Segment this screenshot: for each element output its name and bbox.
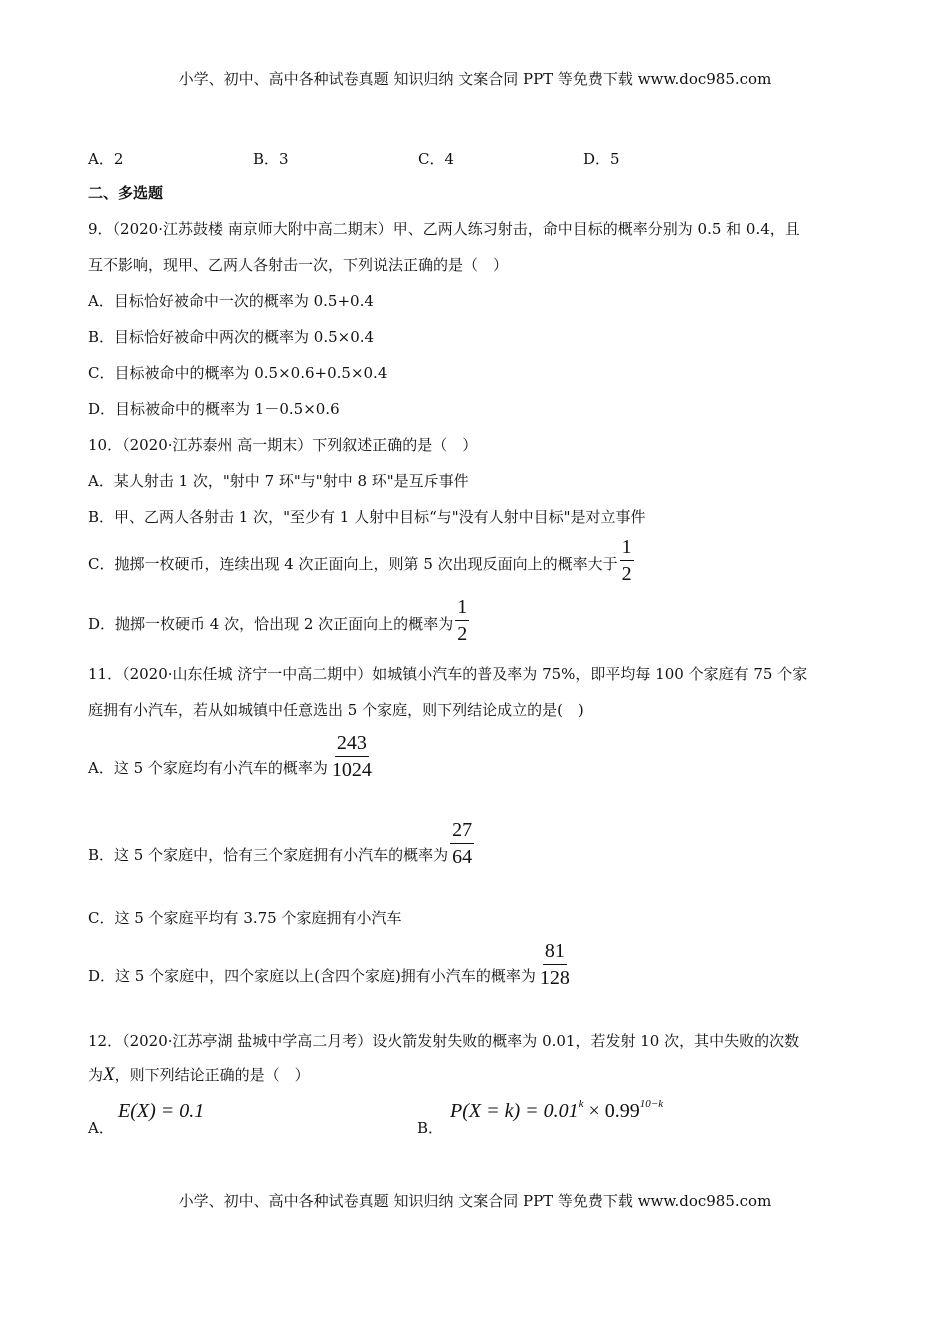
- fraction-numerator: 81: [543, 941, 567, 965]
- q10-option-d-text: D．抛掷一枚硬币 4 次，恰出现 2 次正面向上的概率为: [88, 615, 454, 633]
- q11-option-c: C．这 5 个家庭平均有 3.75 个家庭拥有小汽车: [88, 909, 402, 927]
- page-header: 小学、初中、高中各种试卷真题 知识归纳 文案合同 PPT 等免费下载 www.doc985.com: [178, 70, 772, 88]
- q9-option-b: B．目标恰好被命中两次的概率为 0.5×0.4: [88, 328, 375, 346]
- fraction-numerator: 243: [335, 733, 369, 757]
- q12-b-main: P(X = k) = 0.01: [450, 1100, 579, 1122]
- q8-option-b: B．3: [253, 150, 289, 168]
- q11-option-a: [88, 733, 374, 780]
- fraction-numerator: 1: [620, 537, 634, 561]
- q12-b-sup-k: k: [578, 1098, 584, 1110]
- q12-option-a-label: A．: [88, 1119, 114, 1137]
- fraction-denominator: 1024: [331, 759, 372, 781]
- q9-option-c: C．目标被命中的概率为 0.5×0.6+0.5×0.4: [88, 364, 388, 382]
- fraction-denominator: 2: [621, 563, 632, 585]
- q12-stem-line1: 12．（2020·江苏亭湖 盐城中学高二月考）设火箭发射失败的概率为 0.01，若发射 10 次，其中失败的次数: [88, 1032, 800, 1050]
- q8-options: [88, 148, 748, 169]
- q8-option-a: A．2: [88, 150, 124, 168]
- q10-option-c-fraction: [620, 537, 634, 584]
- q11-option-a-fraction: [330, 733, 374, 780]
- q12-stem-line2: [88, 1064, 310, 1086]
- q12-b-mid: × 0.99: [583, 1100, 640, 1122]
- q8-option-d: D．5: [583, 150, 620, 168]
- q10-option-a: A．某人射击 1 次，"射中 7 环"与"射中 8 环"是互斥事件: [88, 472, 469, 490]
- q9-option-a: A．目标恰好被命中一次的概率为 0.5+0.4: [88, 292, 374, 310]
- q11-option-b-fraction: [450, 820, 474, 867]
- q12-stem-pre: 为: [88, 1066, 104, 1084]
- q9-stem-line2: 互不影响，现甲、乙两人各射击一次，下列说法正确的是（ ）: [88, 256, 509, 274]
- q10-option-d-fraction: [455, 597, 469, 644]
- q10-option-b: B．甲、乙两人各射击 1 次，"至少有 1 人射中目标“与"没有人射中目标"是对立事件: [88, 508, 646, 526]
- q12-stem-post: ，则下列结论正确的是（ ）: [114, 1066, 310, 1084]
- q11-option-d-text: D．这 5 个家庭中，四个家庭以上(含四个家庭)拥有小汽车的概率为: [88, 967, 536, 985]
- fraction-numerator: 1: [455, 597, 469, 621]
- q12-variable-x: X: [103, 1064, 115, 1085]
- q11-option-a-text: A．这 5 个家庭均有小汽车的概率为: [88, 759, 328, 777]
- q12-option-a-math: E(X) = 0.1: [118, 1100, 205, 1122]
- q8-option-c: C．4: [418, 150, 455, 168]
- q11-option-d-fraction: [538, 941, 572, 988]
- q11-option-b: [88, 820, 474, 867]
- section-title: 二、多选题: [88, 184, 164, 202]
- fraction-denominator: 64: [452, 846, 473, 868]
- fraction-denominator: 128: [539, 967, 570, 989]
- q10-option-c: [88, 537, 634, 584]
- q12-option-b-math: [450, 1100, 663, 1123]
- fraction-numerator: 27: [450, 820, 474, 844]
- q9-option-d: D．目标被命中的概率为 1－0.5×0.6: [88, 400, 340, 418]
- page-footer: 小学、初中、高中各种试卷真题 知识归纳 文案合同 PPT 等免费下载 www.doc985.com: [178, 1192, 772, 1210]
- q10-stem: 10．（2020·江苏泰州 高一期末）下列叙述正确的是（ ）: [88, 436, 478, 454]
- q9-stem-line1: 9．（2020·江苏鼓楼 南京师大附中高二期末）甲、乙两人练习射击，命中目标的概率分别为 0.5 和 0.4，且: [88, 220, 800, 238]
- q12-b-sup-10k: 10−k: [639, 1098, 664, 1110]
- q11-stem-line2: 庭拥有小汽车，若从如城镇中任意选出 5 个家庭，则下列结论成立的是( ): [88, 701, 584, 719]
- q10-option-d: [88, 597, 469, 644]
- q11-option-b-text: B．这 5 个家庭中，恰有三个家庭拥有小汽车的概率为: [88, 846, 449, 864]
- q10-option-c-text: C．抛掷一枚硬币，连续出现 4 次正面向上，则第 5 次出现反面向上的概率大于: [88, 555, 618, 573]
- q12-option-b-label: B．: [417, 1119, 444, 1137]
- q11-option-d: [88, 941, 572, 988]
- q11-stem-line1: 11．（2020·山东任城 济宁一中高二期中）如城镇小汽车的普及率为 75%，即平均每 100 个家庭有 75 个家: [88, 665, 808, 683]
- fraction-denominator: 2: [457, 623, 468, 645]
